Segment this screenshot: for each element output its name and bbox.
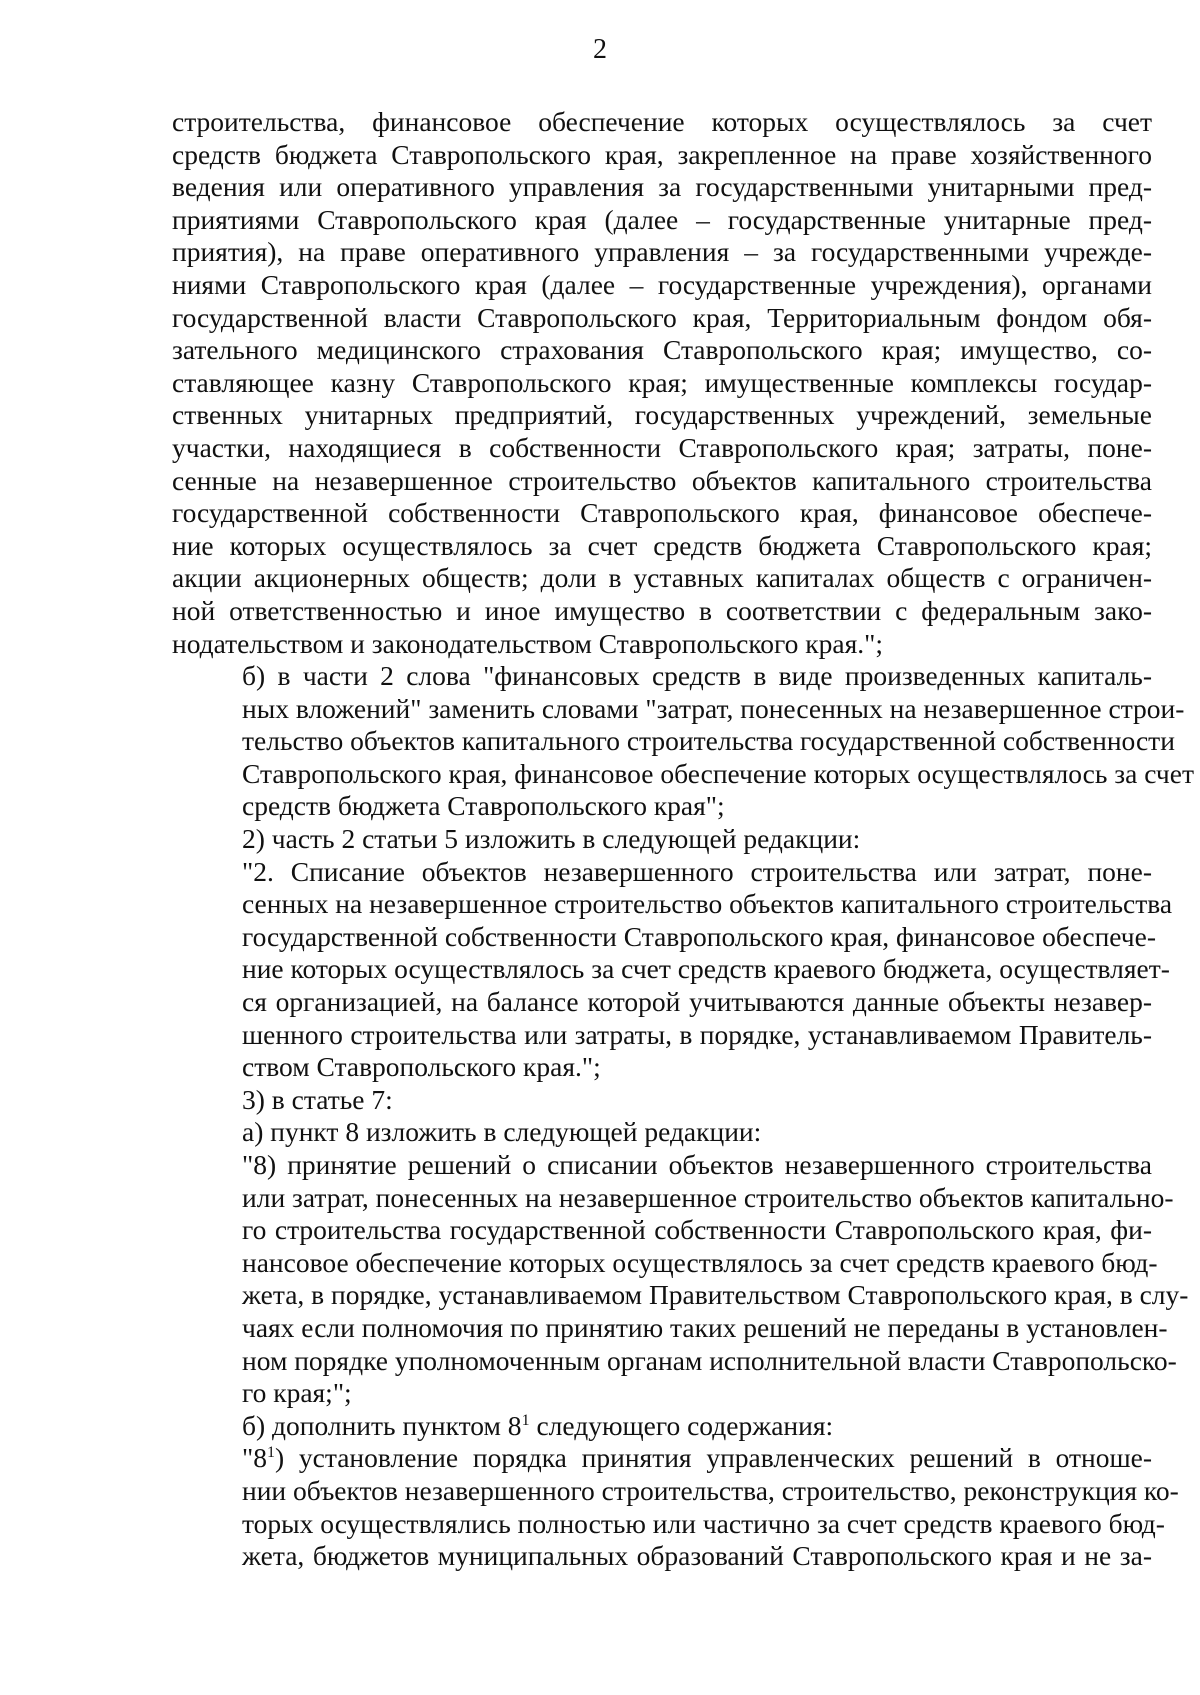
text-line: а) пункт 8 изложить в следующей редакции:	[242, 1116, 762, 1148]
text-line: "$8^1$) установление порядка принятия управленческих решений в отноше-	[242, 1442, 1152, 1474]
text-line: сенных на незавершенное строительство объектов капитального строительства	[242, 888, 1173, 920]
text-line: го строительства государственной собственности Ставропольского края, фи-	[242, 1214, 1152, 1246]
text-line: жета, в порядке, устанавливаемом Правительством Ставропольского края, в слу-	[242, 1279, 1189, 1311]
text-line: сенные на незавершенное строительство объектов капитального строительства	[172, 464, 1152, 496]
text-line: ством Ставропольского края.";	[242, 1051, 601, 1083]
text-line: ниями Ставропольского края (далее – государственные учреждения), органами	[172, 268, 1152, 300]
paragraph-p8	[172, 1410, 1152, 1443]
text-line: ных вложений" заменить словами "затрат, понесенных на незавершенное строи-	[242, 692, 1185, 724]
text-line: б) дополнить пунктом $8^1$ следующего содержания:	[242, 1409, 834, 1441]
paragraph-p9	[172, 1442, 1179, 1572]
text-line: приятия), на праве оперативного управления – за государственными учрежде-	[172, 236, 1152, 268]
text-line: акции акционерных обществ; доли в уставных капиталах обществ с ограничен-	[172, 562, 1152, 594]
text-line: тельство объектов капитального строительства государственной собственности	[242, 725, 1175, 757]
text-line: государственной собственности Ставропольского края, финансовое обеспече-	[242, 920, 1156, 952]
text-line: чаях если полномочия по принятию таких решений не переданы в установлен-	[242, 1311, 1168, 1343]
text-line: го края;";	[242, 1377, 352, 1409]
text-line: ние которых осуществлялось за счет средств краевого бюджета, осуществляет-	[242, 953, 1170, 985]
text-line: участки, находящиеся в собственности Ставропольского края; затраты, поне-	[172, 431, 1152, 463]
paragraph-p5	[172, 1084, 1152, 1117]
document-body	[172, 106, 1194, 1573]
page-number: 2	[593, 34, 607, 65]
paragraph-p6	[172, 1116, 1152, 1149]
text-line: государственной собственности Ставропольского края, финансовое обеспече-	[172, 497, 1152, 529]
text-line: приятиями Ставропольского края (далее – государственные унитарные пред-	[172, 203, 1152, 235]
text-line: "2. Списание объектов незавершенного строительства или затрат, поне-	[242, 855, 1152, 887]
paragraph-p2	[172, 660, 1194, 823]
text-line: средств бюджета Ставропольского края";	[242, 790, 725, 822]
text-line: ведения или оперативного управления за государственными унитарными пред-	[172, 171, 1152, 203]
text-line: нансовое обеспечение которых осуществлялось за счет средств краевого бюд-	[242, 1246, 1158, 1278]
text-line: зательного медицинского страхования Ставропольского края; имущество, со-	[172, 334, 1152, 366]
text-line: или затрат, понесенных на незавершенное строительство объектов капитально-	[242, 1181, 1174, 1213]
text-line: б) в части 2 слова "финансовых средств в виде произведенных капиталь-	[242, 660, 1152, 692]
text-line: ственных унитарных предприятий, государственных учреждений, земельные	[172, 399, 1152, 431]
text-line: ной ответственностью и иное имущество в соответствии с федеральным зако-	[172, 594, 1152, 626]
text-line: ставляющее казну Ставропольского края; имущественные комплексы государ-	[172, 366, 1152, 398]
text-line: строительства, финансовое обеспечение которых осуществлялось за счет	[172, 106, 1152, 137]
paragraph-p3	[172, 823, 1152, 856]
text-line: шенного строительства или затраты, в порядке, устанавливаемом Правитель-	[242, 1018, 1152, 1050]
text-line: жета, бюджетов муниципальных образований Ставропольского края и не за-	[242, 1540, 1152, 1572]
text-line: торых осуществлялись полностью или частично за счет средств краевого бюд-	[242, 1507, 1165, 1539]
text-line: Ставропольского края, финансовое обеспечение которых осуществлялось за счет	[242, 757, 1194, 789]
paragraph-p4	[172, 855, 1173, 1084]
text-line: нодательством и законодательством Ставропольского края.";	[172, 627, 883, 659]
text-line: ном порядке уполномоченным органам исполнительной власти Ставропольско-	[242, 1344, 1177, 1376]
text-line: средств бюджета Ставропольского края, закрепленное на праве хозяйственного	[172, 138, 1152, 170]
text-line: "8) принятие решений о списании объектов незавершенного строительства	[242, 1149, 1152, 1180]
text-line: ся организацией, на балансе которой учитываются данные объекты незавер-	[242, 986, 1152, 1018]
paragraph-p1	[172, 106, 1152, 660]
text-line: государственной власти Ставропольского края, Территориальным фондом обя-	[172, 301, 1152, 333]
text-line: ние которых осуществлялось за счет средств бюджета Ставропольского края;	[172, 529, 1152, 561]
text-line: 3) в статье 7:	[242, 1083, 393, 1115]
text-line: нии объектов незавершенного строительства, строительство, реконструкция ко-	[242, 1474, 1179, 1506]
text-line: 2) часть 2 статьи 5 изложить в следующей редакции:	[242, 823, 861, 855]
paragraph-p7	[172, 1149, 1189, 1410]
